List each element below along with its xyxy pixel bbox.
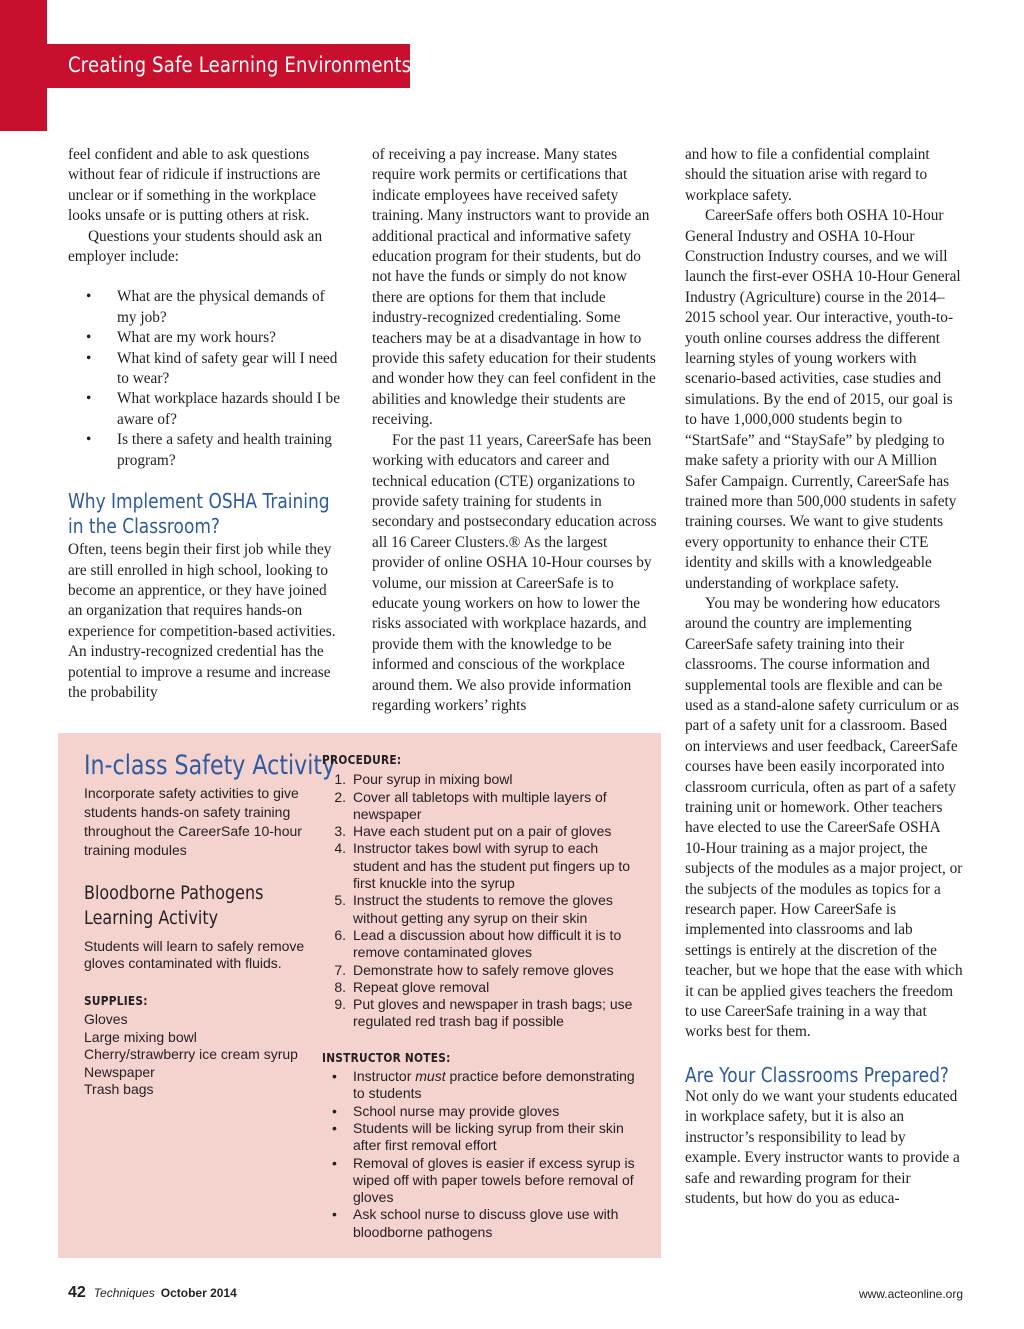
step-number: 6.	[334, 926, 346, 943]
note-emphasis: must	[415, 1068, 446, 1085]
list-item	[322, 771, 642, 788]
list-item: • Removal of gloves is easier if excess syrup is wiped off with paper towels before removal of gloves	[322, 1155, 642, 1207]
paragraph: You may be wondering how educators around the country are implementing CareerSafe safety training into their classrooms. The course information and supplemental tools are flexible and can be used as a stand-alone safety curriculum or as part of a safety unit for a classroom. Based on interviews and user feedback, CareerSafe courses have been easily incorporated into classroom curricula, often as part of a safety training unit or homework. Other teachers have elected to use the CareerSafe OSHA 10-Hour training as a major project, the subjects of the modules as a major project, or the subjects of the modules as topics for a research paper. How CareerSafe is implemented into classrooms and lab settings is entirely at the discretion of the teacher, but we hope that the ease with which it can be applied gives teachers the freedom to use CareerSafe training in a way that works best for them.	[685, 594, 963, 1041]
paragraph: and how to file a confidential complaint should the situation arise with regard to workplace safety.	[685, 146, 930, 204]
question-list	[68, 287, 343, 471]
step-number: 5.	[334, 892, 346, 909]
list-item	[322, 962, 642, 979]
list-item	[322, 1068, 642, 1103]
list-item: Newspaper	[84, 1063, 155, 1080]
step-number: 1.	[334, 771, 346, 788]
list-item: • Is there a safety and health training program?	[68, 430, 343, 471]
supplies-label: SUPPLIES:	[84, 994, 148, 1008]
list-item: • Students will be licking syrup from their skin after first removal effort	[322, 1120, 642, 1155]
list-item	[322, 823, 642, 840]
list-item: • What are my work hours?	[68, 328, 343, 348]
list-item	[322, 892, 642, 927]
step-text: Lead a discussion about how difficult it is to remove contaminated gloves	[353, 926, 622, 961]
note-text: practice before demonstrating to students	[353, 1068, 635, 1102]
step-text: Cover all tabletops with multiple layers of newspaper	[353, 788, 607, 822]
article-column-3	[685, 145, 963, 1209]
list-item	[322, 927, 642, 962]
list-item: Trash bags	[84, 1081, 154, 1097]
paragraph: Often, teens begin their first job while they are still enrolled in high school, looking to become an apprentice, or they have joined an organization that requires hands-on experience for competition-based activities. An industry-recognized credential has the potential to improve a resume and increase the probability	[68, 541, 336, 701]
activity-box-right	[322, 752, 642, 1241]
list-item: Cherry/strawberry ice cream syrup	[84, 1046, 298, 1062]
issue-date: October 2014	[160, 1286, 237, 1300]
step-text: Demonstrate how to safely remove gloves	[353, 961, 614, 978]
step-number: 2.	[334, 788, 346, 805]
activity-title: In-class Safety Activity	[84, 750, 336, 781]
step-number: 9.	[334, 996, 346, 1013]
footer-folio	[68, 1284, 237, 1302]
instructor-notes-label: INSTRUCTOR NOTES:	[322, 1050, 451, 1065]
article-column-2	[372, 145, 661, 716]
step-number: 4.	[334, 840, 346, 857]
list-item: • Ask school nurse to discuss glove use with bloodborne pathogens	[322, 1206, 642, 1241]
step-text: Instructor takes bowl with syrup to each student and has the student put fingers up to first knuckle into the syrup	[353, 840, 631, 892]
paragraph: Questions your students should ask an employer include:	[68, 227, 323, 266]
magazine-name: Techniques	[93, 1286, 155, 1300]
procedure-label: PROCEDURE:	[322, 753, 402, 767]
step-text: Instruct the students to remove the gloves without getting any syrup on their skin	[353, 892, 613, 926]
paragraph: CareerSafe offers both OSHA 10-Hour General Industry and OSHA 10-Hour Construction Industry courses, and we will launch the first-ever OSHA 10-Hour General Industry (Agriculture) course in the 2014–2015 school year. Our interactive, youth-to-youth online courses address the different learning styles of young workers with scenario-based activities, case studies and simulations. By the end of 2015, our goal is to have 1,000,000 students begin to “StartSafe” and “StaySafe” by pledging to make safety a priority with our A Million Safer Campaign. Currently, CareerSafe has trained more than 500,000 students in safety training courses. We want to give students every opportunity to enhance their CTE identity and skills with a knowledgeable understanding of workplace safety.	[685, 207, 961, 592]
list-item: Large mixing bowl	[84, 1028, 197, 1045]
paragraph: feel confident and able to ask questions without fear of ridicule if instructions are unclear or if something in the workplace looks unsafe or is putting others at risk.	[68, 146, 321, 225]
corner-tab	[0, 0, 47, 131]
note-text: Instructor	[353, 1068, 416, 1085]
paragraph: of receiving a pay increase. Many states require work permits or certifications that indicate employees have received safety training. Many instructors want to provide an additional practical and informative safety education program for their students, but do not have the funds or simply do not know there are options for them that include industry-recognized credentialing. Some teachers may be at a disadvantage in how to provide this safety education for their students and wonder how they can feel confident in the abilities and knowledge their students are receiving.	[372, 146, 656, 429]
instructor-notes-list	[322, 1068, 642, 1241]
activity-description: Students will learn to safely remove gloves contaminated with fluids.	[84, 938, 305, 971]
step-number: 8.	[334, 978, 346, 995]
paragraph: Not only do we want your students educated in workplace safety, but it is also an instructor’s responsibility to lead by example. Every instructor wants to provide a safe and rewarding program for their students, but how do you as educa-	[685, 1087, 960, 1207]
step-text: Repeat glove removal	[353, 978, 490, 995]
section-title: Creating Safe Learning Environments	[68, 53, 412, 77]
paragraph: For the past 11 years, CareerSafe has been working with educators and career and technical education (CTE) organizations to provide safety training for students in secondary and postsecondary education across all 16 Career Clusters.® As the largest provider of online OSHA 10-Hour courses by volume, our mission at CareerSafe is to educate young workers on how to lower the risks associated with workplace hazards, and provide them with the knowledge to be informed and conscious of the workplace around them. We also provide information regarding workers’ rights	[372, 431, 657, 714]
page-number: 42	[68, 1284, 86, 1301]
list-item: • School nurse may provide gloves	[322, 1103, 642, 1120]
step-text: Put gloves and newspaper in trash bags; use regulated red trash bag if possible	[353, 996, 633, 1030]
activity-box-left	[84, 750, 336, 1099]
list-item	[322, 840, 642, 892]
section-heading: Why Implement OSHA Training in the Classroom?	[68, 489, 330, 539]
procedure-list	[322, 771, 642, 1030]
step-number: 3.	[334, 823, 346, 840]
list-item: • What are the physical demands of my job?	[68, 287, 343, 328]
list-item	[322, 789, 642, 824]
list-item: Gloves	[84, 1011, 128, 1027]
list-item	[322, 996, 642, 1031]
section-heading: Are Your Classrooms Prepared?	[685, 1062, 949, 1087]
list-item: • What workplace hazards should I be aware of?	[68, 389, 343, 430]
list-item	[322, 979, 642, 996]
article-column-1	[68, 145, 343, 703]
step-text: Pour syrup in mixing bowl	[353, 771, 513, 788]
supplies-list	[84, 1011, 312, 1099]
website-url: www.acteonline.org	[858, 1287, 963, 1301]
list-item: • What kind of safety gear will I need to wear?	[68, 349, 343, 390]
step-text: Have each student put on a pair of gloves	[353, 823, 612, 840]
activity-subtitle: Bloodborne Pathogens Learning Activity	[84, 882, 264, 929]
step-number: 7.	[334, 961, 346, 978]
activity-intro: Incorporate safety activities to give students hands-on safety training throughout the CareerSafe 10-hour training modules	[84, 785, 302, 858]
